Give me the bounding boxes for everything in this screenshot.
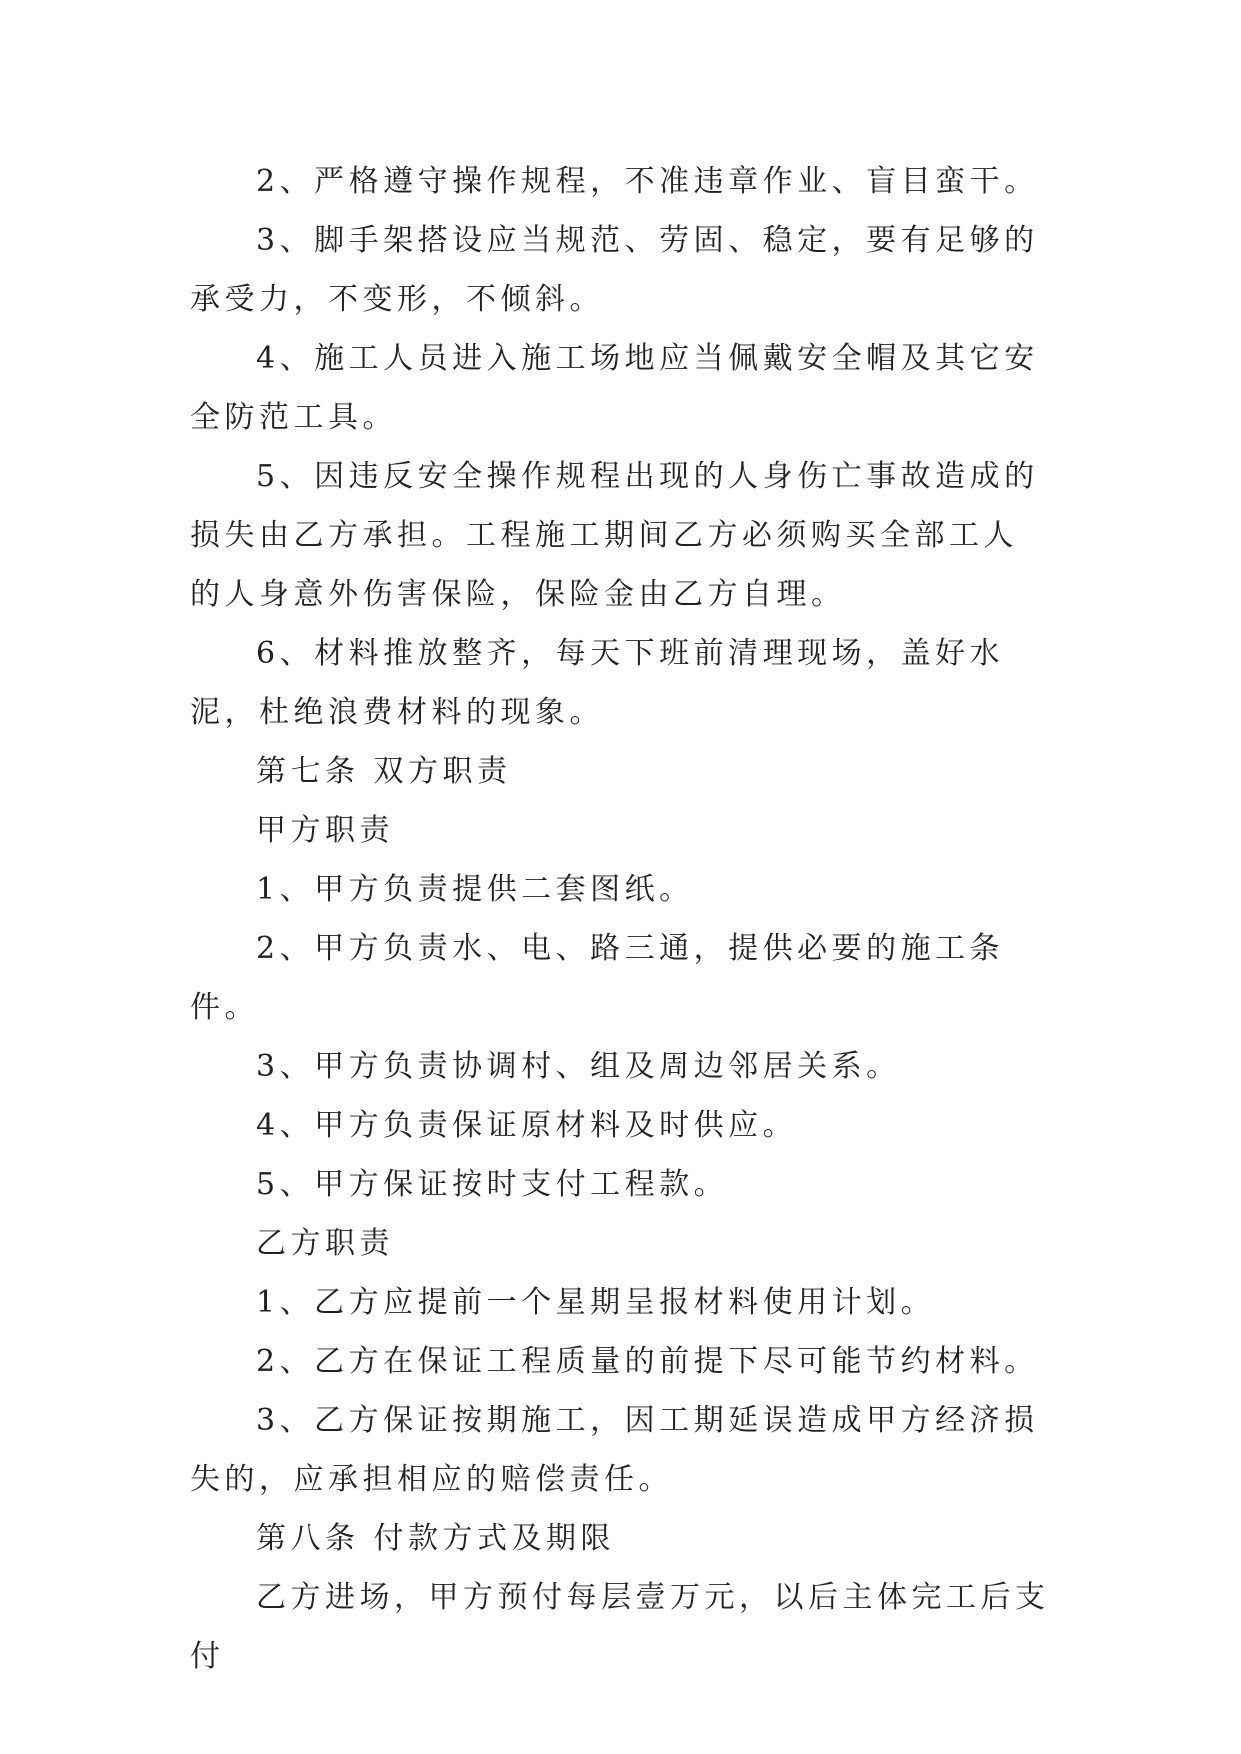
article-8-heading: 第八条 付款方式及期限 bbox=[256, 1521, 616, 1556]
party-a-duty-2: 2、甲方负责水、电、路三通，提供必要的施工条件。 bbox=[190, 931, 1005, 1025]
party-a-duties-heading: 甲方职责 bbox=[256, 813, 394, 848]
paragraph-safety-rule-6: 6、材料推放整齐，每天下班前清理现场，盖好水泥，杜绝浪费材料的现象。 bbox=[190, 636, 1005, 730]
party-b-duty-2: 2、乙方在保证工程质量的前提下尽可能节约材料。 bbox=[256, 1344, 1039, 1379]
paragraph-safety-rule-3: 3、脚手架搭设应当规范、劳固、稳定，要有足够的承受力，不变形，不倾斜。 bbox=[190, 223, 1039, 317]
document-body bbox=[190, 152, 1052, 1686]
payment-terms-paragraph: 乙方进场，甲方预付每层壹万元，以后主体完工后支付 bbox=[190, 1580, 1050, 1674]
paragraph-safety-rule-5: 5、因违反安全操作规程出现的人身伤亡事故造成的损失由乙方承担。工程施工期间乙方必须购买全部工人的人身意外伤害保险，保险金由乙方自理。 bbox=[190, 459, 1039, 612]
party-b-duty-1: 1、乙方应提前一个星期呈报材料使用计划。 bbox=[256, 1285, 936, 1320]
party-b-duties-heading: 乙方职责 bbox=[256, 1226, 394, 1261]
paragraph-safety-rule-4: 4、施工人员进入施工场地应当佩戴安全帽及其它安全防范工具。 bbox=[190, 341, 1039, 435]
party-a-duty-1: 1、甲方负责提供二套图纸。 bbox=[256, 872, 694, 907]
party-a-duty-4: 4、甲方负责保证原材料及时供应。 bbox=[256, 1108, 798, 1143]
party-a-duty-3: 3、甲方负责协调村、组及周边邻居关系。 bbox=[256, 1049, 901, 1084]
article-7-heading: 第七条 双方职责 bbox=[256, 754, 512, 789]
party-b-duty-3: 3、乙方保证按期施工，因工期延误造成甲方经济损失的，应承担相应的赔偿责任。 bbox=[190, 1403, 1039, 1497]
party-a-duty-5: 5、甲方保证按时支付工程款。 bbox=[256, 1167, 729, 1202]
paragraph-safety-rule-2: 2、严格遵守操作规程，不准违章作业、盲目蛮干。 bbox=[256, 164, 1039, 199]
